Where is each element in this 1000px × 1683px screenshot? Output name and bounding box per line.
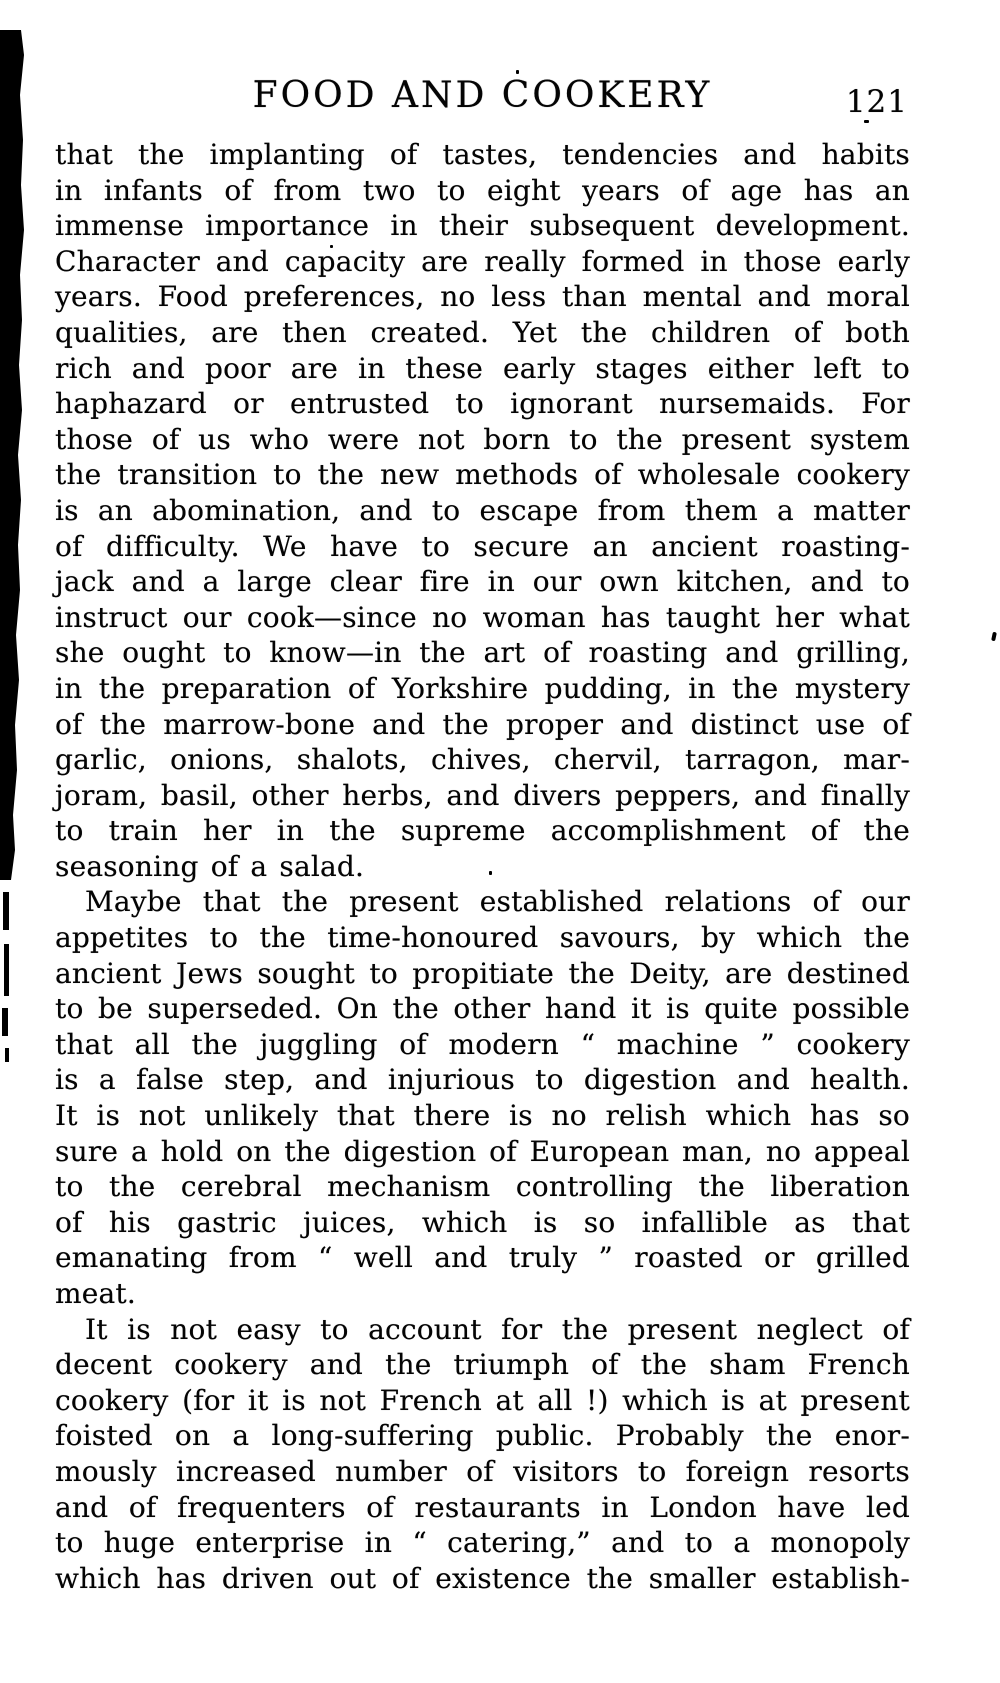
running-header-title: FOOD AND COOKERY [252, 75, 713, 116]
text-line: rich and poor are in these early stages either left to [55, 351, 910, 385]
text-line: in the preparation of Yorkshire pudding, in the mystery [55, 671, 910, 705]
text-line: ancient Jews sought to propitiate the Deity, are destined [55, 956, 910, 990]
text-line: she ought to know—in the art of roasting and grilling, [55, 636, 910, 670]
text-line: It is not unlikely that there is no relish which has so [55, 1099, 910, 1133]
text-line: is a false step, and injurious to digestion and health. [55, 1063, 910, 1097]
text-line: It is not easy to account for the present neglect of [85, 1312, 910, 1346]
text-line: foisted on a long-suffering public. Probably the enor- [55, 1419, 910, 1453]
text-line: cookery (for it is not French at all !) which is at present [55, 1383, 910, 1417]
text-line: of difficulty. We have to secure an ancient roasting- [55, 529, 910, 563]
text-line: and of frequenters of restaurants in London have led [55, 1490, 910, 1524]
text-line: emanating from “ well and truly ” roasted or grilled [55, 1241, 910, 1275]
scan-gutter-band [0, 0, 32, 1100]
text-line: garlic, onions, shalots, chives, chervil, tarragon, mar- [55, 743, 910, 777]
text-line: to the cerebral mechanism controlling the liberation [55, 1170, 910, 1204]
text-line: jack and a large clear fire in our own kitchen, and to [55, 565, 910, 599]
ink-speck [516, 70, 519, 74]
text-line: to huge enterprise in “ catering,” and to a monopoly [55, 1526, 910, 1560]
text-line: in infants of from two to eight years of age has an [55, 173, 910, 207]
text-line: to train her in the supreme accomplishment of the [55, 814, 910, 848]
text-line: appetites to the time-honoured savours, by which the [55, 921, 910, 955]
page-body [55, 137, 910, 1596]
text-line: Maybe that the present established relations of our [85, 885, 910, 919]
text-line: the transition to the new methods of wholesale cookery [55, 458, 910, 492]
text-line: meat. [55, 1277, 136, 1310]
text-line: mously increased number of visitors to foreign resorts [55, 1454, 910, 1488]
text-line: seasoning of a salad. [55, 849, 365, 883]
ink-speck [991, 632, 997, 642]
ink-speck [864, 120, 869, 123]
text-line: sure a hold on the digestion of European man, no appeal [55, 1134, 910, 1168]
text-line: of his gastric juices, which is so infallible as that [55, 1205, 910, 1239]
text-line: that all the juggling of modern “ machine ” cookery [55, 1027, 910, 1061]
text-line: which has driven out of existence the smaller establish- [55, 1561, 910, 1595]
text-line: of the marrow-bone and the proper and distinct use of [55, 707, 910, 741]
text-line: Character and capacity are really formed in those early [55, 244, 910, 278]
text-line: qualities, are then created. Yet the children of both [55, 315, 910, 349]
text-line: years. Food preferences, no less than mental and moral [55, 280, 910, 314]
text-line: that the implanting of tastes, tendencies and habits [55, 138, 910, 171]
text-line: decent cookery and the triumph of the sham French [55, 1348, 910, 1382]
text-line: haphazard or entrusted to ignorant nursemaids. For [55, 387, 910, 421]
page-number: 121 [845, 84, 908, 120]
text-line: instruct our cook—since no woman has taught her what [55, 600, 910, 634]
text-line: joram, basil, other herbs, and divers peppers, and finally [55, 778, 910, 812]
text-line: those of us who were not born to the present system [55, 422, 910, 456]
text-line: is an abomination, and to escape from them a matter [55, 493, 910, 527]
text-line: to be superseded. On the other hand it is quite possible [55, 992, 910, 1026]
text-line: immense importance in their subsequent development. [55, 209, 910, 243]
